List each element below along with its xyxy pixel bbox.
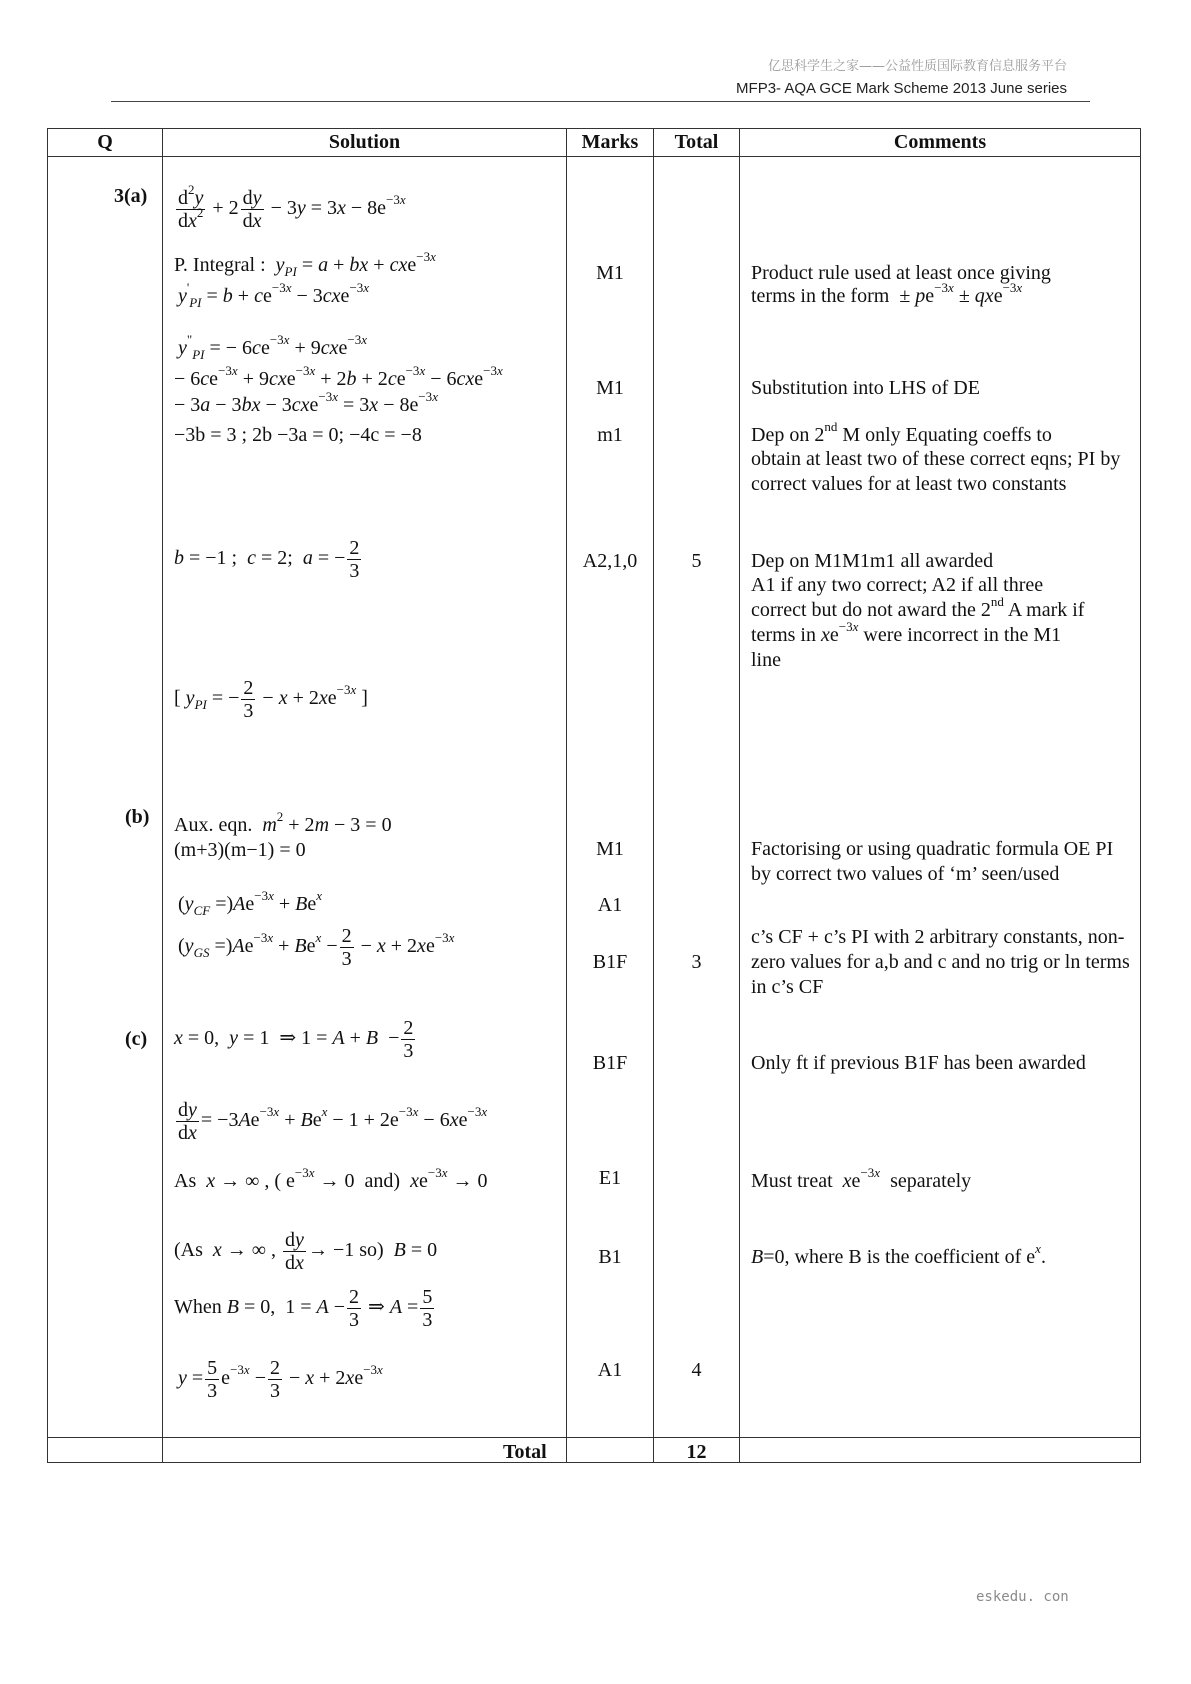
footer-watermark: eskedu. con [976,1589,1069,1605]
coefficient-equations: −3b = 3 ; 2b −3a = 0; −4c = −8 [174,424,422,446]
grand-total: 12 [686,1441,707,1463]
derivative-of-gs: $\frac{dy}{dx}$ = $-3Ae^{-3x} + Be^x - 1 + 2e^{-3x} - 6xe^{-3x}$ [178,1099,488,1144]
comment-line: line [751,649,781,671]
mark-a1: A1 [597,894,623,916]
constants-solution: b = −1 ; c = 2; a = − $\frac{2}{3}$ [174,537,360,582]
comment-substitution: Substitution into LHS of DE [751,377,980,399]
when-label: When [174,1296,222,1319]
total-part-b: 3 [691,951,702,973]
mark-b1f: B1F [592,1052,628,1074]
q-label-3a: 3(a) [114,185,148,207]
total-row-rule [48,1437,1140,1438]
pi-first-derivative: $y'_{PI} = b + ce^{-3x} - 3cxe^{-3x}$ [178,280,370,310]
header-total: Total [674,131,719,153]
document-title: MFP3- AQA GCE Mark Scheme 2013 June series [736,80,1067,97]
comment-dep-line1: Dep on 2nd M only Equating coeffs to [751,419,1052,446]
header-row-rule [48,156,1140,157]
mark-m1-dependent: m1 [597,424,623,446]
limit-statement: As x → ∞ , ( $e^{-3x} \to 0$ and) $xe^{-3x} \to 0$ [174,1165,488,1192]
particular-integral-line: P. Integral : $y_{PI} = a$ + bx + cxe$^{-3x}$ [174,249,436,279]
mark-a1: A1 [597,1359,623,1381]
site-banner: 亿思科学生之家——公益性质国际教育信息服务平台 [767,59,1067,74]
mark-a2: A2,1,0 [582,550,638,572]
dep-text-b: M only Equating coeffs to [837,424,1052,446]
b-equals-zero-line: (As x → ∞ , $\frac{dy}{dx}$ → −1 so) B = 0 [174,1229,438,1274]
pi-label: P. Integral : [174,254,266,276]
c4-post: A mark if [1003,599,1085,621]
pi-second-derivative: $y^"_{PI}$ = − $6ce^{-3x} + 9cxe^{-3x}$ [178,332,368,362]
pi-result: [ $y_{PI}$ = − $\frac{2}{3}$ − $x + 2xe^{-3x}$ ] [174,677,368,722]
mark-b1: B1 [598,1246,622,1268]
mark-m1: M1 [596,377,624,399]
solve-for-a: When B = 0, 1 = A − $\frac{2}{3}$ ⇒ A = $\frac{5}{3}$ [174,1286,433,1331]
comment-xe-terms: terms in $xe^{-3x}$ were incorrect in the M1 [751,619,1062,646]
comment-2nd-a-mark: correct but do not award the 2nd A mark if [751,594,1085,621]
c4-pre: correct but do not award the 2 [751,599,991,621]
header-marks: Marks [581,131,639,153]
aux-equation: Aux. eqn. $m^2 + 2m - 3 = 0$ [174,809,392,836]
comment-a1-a2: A1 if any two correct; A2 if all three [751,574,1044,596]
as-label: As [174,1170,197,1192]
header-solution: Solution [328,131,401,153]
total-part-c: 4 [691,1359,702,1381]
mark-b1f: B1F [592,951,628,973]
header-comments: Comments [893,131,987,153]
column-divider [653,129,654,1462]
mark-m1: M1 [596,838,624,860]
comment-product-rule: Product rule used at least once giving [751,262,1051,284]
mark-m1: M1 [596,262,624,284]
comment-treat-separately: Must treat $xe^{-3x}$ separately [751,1165,972,1192]
comment-form-text: terms in the form [751,285,890,307]
comment-b-zero: B=0, where B is the coefficient of $e^x$. [751,1241,1046,1268]
column-divider [162,129,163,1462]
comment-product-rule-form: terms in the form ± $pe^{-3x} \pm qxe^{-3x}$ [751,280,1023,307]
substitution-line-1: − $6ce^{-3x} + 9cxe^{-3x} + 2b + 2ce^{-3x} - 6cxe^{-3x}$ [174,363,503,390]
c4l4-pre: terms in [751,624,816,646]
total-label: Total [503,1441,547,1463]
factorised-aux: (m+3)(m−1) = 0 [174,839,306,861]
mark-scheme-table [47,128,1141,1463]
substitution-line-2: − $3a - 3bx - 3cxe^{-3x} = 3x - 8e^{-3x}$ [174,389,438,416]
comment-dep-all: Dep on M1M1m1 all awarded [751,550,994,572]
comment-equating-coeffs: obtain at least two of these correct eqns; PI by correct values for at least two constants [751,448,1121,495]
mark-e1: E1 [598,1167,622,1189]
c4l4-post: were incorrect in the M1 [863,624,1062,646]
final-solution: y = $\frac{5}{3}$ $e^{-3x}$ − $\frac{2}{3}$ − $x + 2xe^{-3x}$ [178,1357,383,1402]
q-label-b: (b) [125,806,150,828]
header-rule [111,101,1090,102]
comment-ft: Only ft if previous B1F has been awarded [751,1052,1086,1074]
comment-factorising: Factorising or using quadratic formula OE PI by correct two values of ‘m’ seen/used [751,838,1114,885]
complementary-function: $(y_{CF} =)Ae^{-3x} + Be^x$ [178,888,323,918]
aux-label: Aux. eqn. [174,814,253,836]
dep-text-a: Dep on 2 [751,424,825,446]
q-label-c: (c) [125,1028,148,1050]
c9-text: =0, where B is the coefficient of e [763,1246,1036,1268]
header-q: Q [97,131,113,153]
initial-condition: x = 0, y = 1 ⇒ 1 = A + B − $\frac{2}{3}$ [174,1017,414,1062]
general-solution: $(y_{GS} =)Ae^{-3x} + Be^x$ − $\frac{2}{3}$ − $x + 2xe^{-3x}$ [178,925,455,970]
c8-pre: Must treat [751,1170,833,1192]
c8-post: separately [890,1170,972,1192]
total-part-a: 5 [691,550,702,572]
comment-cf-pi: c’s CF + c’s PI with 2 arbitrary constants, non-zero values for a,b and c and no trig or ln terms in c’s CF [751,926,1130,998]
differential-equation: $\frac{d^2y}{dx^2}$ + 2 $\frac{dy}{dx}$ − $3y = 3x - 8e^{-3x}$ [178,182,406,232]
column-divider [739,129,740,1462]
